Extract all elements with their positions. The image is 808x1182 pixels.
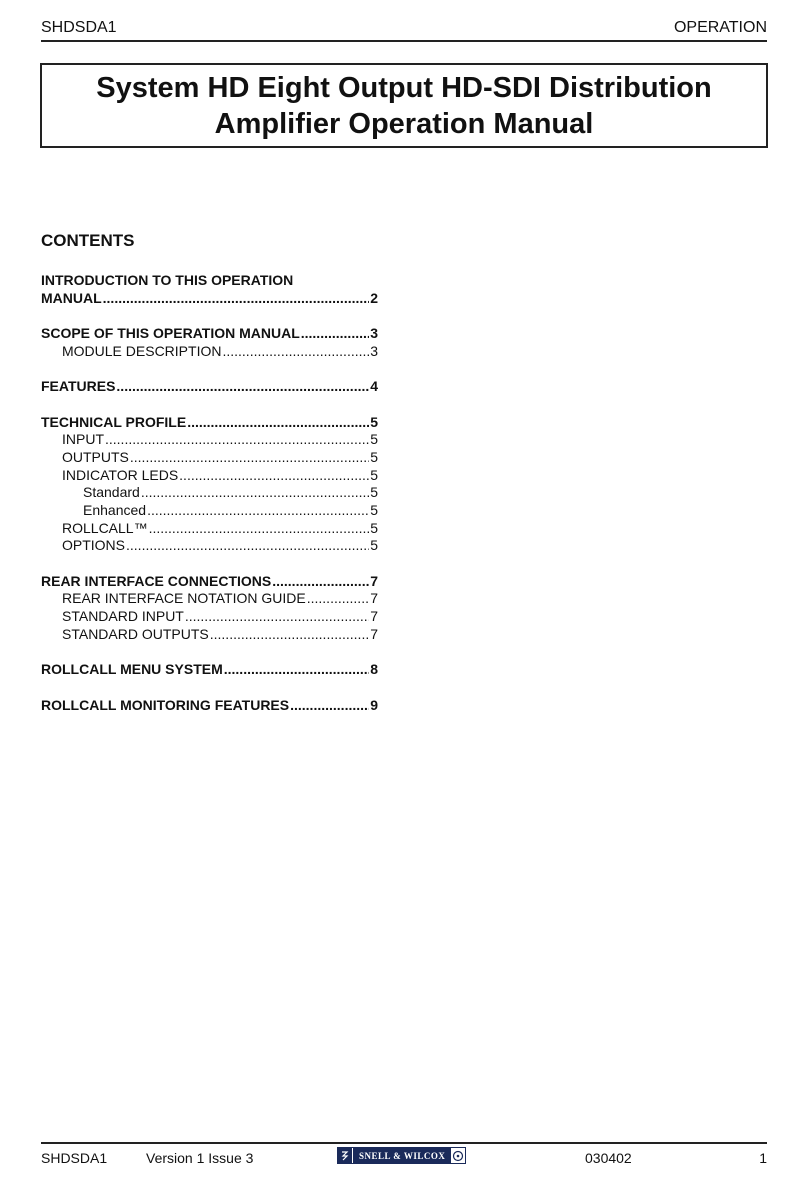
- toc-leader: [147, 502, 369, 520]
- logo-circle-icon: [451, 1148, 465, 1163]
- toc-label: STANDARD OUTPUTS: [62, 625, 209, 642]
- toc-enhanced[interactable]: [41, 502, 378, 520]
- toc-outputs[interactable]: [41, 449, 378, 467]
- toc-leader: [149, 520, 370, 538]
- toc-leader: [141, 484, 369, 502]
- toc-page: 5: [370, 484, 378, 501]
- toc-leader: [307, 590, 369, 608]
- footer-date-code: 030402: [585, 1150, 632, 1166]
- toc-leader: [116, 378, 369, 396]
- toc-standard-outputs[interactable]: [41, 626, 378, 644]
- snell-wilcox-logo: [337, 1147, 466, 1164]
- toc-scope[interactable]: [41, 325, 378, 343]
- toc-module-description[interactable]: [41, 343, 378, 361]
- toc-page: 5: [370, 519, 378, 536]
- toc-leader: [187, 414, 369, 432]
- footer-doc-id: SHDSDA1: [41, 1150, 108, 1166]
- toc-label: REAR INTERFACE CONNECTIONS: [41, 572, 272, 589]
- toc-page: 7: [370, 572, 378, 589]
- toc-page: 3: [370, 325, 378, 342]
- toc-page: 7: [370, 590, 378, 607]
- toc-leader: [179, 467, 369, 485]
- toc-rear-interface[interactable]: [41, 573, 378, 591]
- toc-intro-line1[interactable]: [41, 272, 378, 290]
- toc-label: INPUT: [62, 431, 104, 448]
- toc-page: 7: [370, 625, 378, 642]
- toc-leader: [210, 626, 369, 644]
- toc-standard[interactable]: [41, 484, 378, 502]
- title-line-1: System HD Eight Output HD-SDI Distribution: [96, 71, 712, 104]
- toc-technical-profile[interactable]: [41, 414, 378, 432]
- toc-label: INDICATOR LEDS: [62, 466, 179, 483]
- toc-label: INTRODUCTION TO THIS OPERATION: [41, 272, 294, 288]
- toc-page: 8: [370, 661, 378, 678]
- document-title: [96, 70, 711, 142]
- toc-label: MODULE DESCRIPTION: [62, 342, 222, 359]
- toc-page: 3: [370, 342, 378, 359]
- toc-label: SCOPE OF THIS OPERATION MANUAL: [41, 325, 300, 342]
- toc-page: 5: [370, 413, 378, 430]
- toc-notation-guide[interactable]: [41, 590, 378, 608]
- toc-page: 9: [370, 696, 378, 713]
- toc-options[interactable]: [41, 537, 378, 555]
- toc-label: REAR INTERFACE NOTATION GUIDE: [62, 590, 306, 607]
- toc-leader: [105, 431, 369, 449]
- toc-leader: [103, 290, 370, 308]
- page-footer: [41, 1142, 767, 1172]
- title-line-2: Amplifier Operation Manual: [214, 107, 594, 140]
- toc-leader: [130, 449, 369, 467]
- toc-page: 5: [370, 466, 378, 483]
- toc-label: FEATURES: [41, 378, 116, 395]
- toc-label: OUTPUTS: [62, 448, 129, 465]
- page-header: [41, 18, 767, 42]
- table-of-contents: [41, 272, 378, 714]
- toc-label: ROLLCALL MENU SYSTEM: [41, 661, 223, 678]
- toc-page: 5: [370, 501, 378, 518]
- logo-mark-icon: [338, 1148, 352, 1163]
- toc-label: STANDARD INPUT: [62, 608, 184, 625]
- title-box: [40, 63, 768, 148]
- toc-monitoring-features[interactable]: [41, 697, 378, 715]
- header-section: OPERATION: [673, 19, 767, 36]
- toc-leader: [222, 343, 369, 361]
- toc-label: OPTIONS: [62, 537, 126, 554]
- header-doc-id: SHDSDA1: [41, 19, 117, 36]
- toc-leader: [301, 325, 369, 343]
- toc-page: 4: [370, 378, 378, 395]
- toc-features[interactable]: [41, 378, 378, 396]
- toc-page: 7: [370, 608, 378, 625]
- toc-leader: [224, 661, 369, 679]
- toc-label: Enhanced: [83, 501, 147, 518]
- toc-page: 5: [370, 537, 378, 554]
- footer-version: Version 1 Issue 3: [146, 1150, 254, 1166]
- toc-label: ROLLCALL MONITORING FEATURES: [41, 696, 290, 713]
- contents-heading: CONTENTS: [41, 231, 135, 250]
- toc-leader: [126, 537, 369, 555]
- toc-label: MANUAL: [41, 289, 102, 306]
- toc-page: 5: [370, 448, 378, 465]
- toc-label: ROLLCALL™: [62, 519, 148, 536]
- toc-indicator-leds[interactable]: [41, 467, 378, 485]
- footer-page-number: 1: [759, 1150, 767, 1166]
- toc-leader: [272, 573, 369, 591]
- toc-intro[interactable]: [41, 290, 378, 308]
- logo-wordmark: SNELL & WILCOX: [352, 1148, 451, 1163]
- toc-leader: [185, 608, 369, 626]
- toc-label: Standard: [83, 484, 140, 501]
- toc-page: 2: [370, 289, 378, 306]
- toc-page: 5: [370, 431, 378, 448]
- toc-standard-input[interactable]: [41, 608, 378, 626]
- toc-label: TECHNICAL PROFILE: [41, 413, 187, 430]
- toc-leader: [290, 697, 369, 715]
- toc-input[interactable]: [41, 431, 378, 449]
- toc-menu-system[interactable]: [41, 661, 378, 679]
- toc-rollcall[interactable]: [41, 520, 378, 538]
